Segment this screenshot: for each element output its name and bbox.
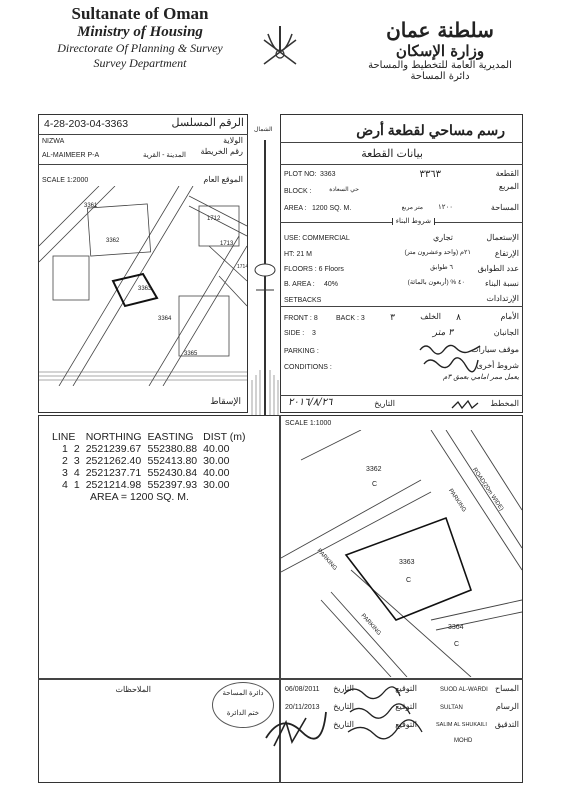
coord-easting: 552380.88 [147,443,198,455]
date-label-top: التاريخ [374,399,395,408]
date-value-top: ٢٠١٦/٨/٢٦ [288,397,333,408]
city-value: AL-MAIMEER P-A [42,152,100,159]
block-value: حي السعادة [329,187,359,193]
coord-northing: 2521237.71 [85,467,142,479]
coord-easting: 552397.93 [147,479,198,491]
doc-title-ar: رسم مساحي لقطعة أرض [356,122,505,138]
scale-2000-label: SCALE 1:2000 [42,177,89,184]
use-ar-label: الإستعمال [486,233,519,242]
floors-ar-label: عدد الطوابق [477,264,519,273]
surveyor-date-label: التاريخ [333,684,354,693]
surveyor-name: SUOD AL-WARDI [440,687,488,693]
back-ar-value: ٣ [390,312,395,322]
area-ar-label: المساحة [490,203,519,212]
plot-3363-small: 3363 [138,286,152,292]
plot-3361: 3361 [84,203,98,209]
projection-label: الإسقاط [210,396,241,406]
coord-row [52,455,249,467]
conditions-ar-note: يعمل ممر امامي بعمق ٣م [443,373,519,381]
header-ar-line1: سلطنة عمان [386,18,494,42]
front-ar-label: الأمام [500,312,519,321]
front-ar-value: ٨ [456,312,461,322]
mohd-label: MOHD [454,738,473,744]
use-ar-value: تجاري [433,233,453,242]
square-label: المربع [498,182,519,191]
header-en-line4: Survey Department [93,56,187,70]
header-ar-line4: دائرة المساحة [410,71,470,82]
col-dist-header: DIST (m) [203,431,246,443]
coord-row [52,467,249,479]
detail-plot-3364-sub: C [454,641,460,648]
handwriting-scribble [418,340,482,374]
checker-role: التدقيق [494,720,519,729]
coord-from: 4 [62,479,68,491]
checker-sign-label: التوقيع [395,720,417,729]
drafter-date-label: التاريخ [333,702,354,711]
setbacks-label: SETBACKS [284,297,322,304]
building-conditions-label: شروط البناء [392,218,435,225]
block-label: BLOCK : [284,188,312,195]
plot-3362: 3362 [106,238,120,244]
area-label: AREA : [284,205,307,212]
stamp-signature [262,692,330,752]
wilayat-value: NIZWA [42,138,65,145]
plot-3365: 3365 [184,351,198,357]
header-ar-line2: وزارة الإسكان [395,42,485,60]
map-no-label: رقم الخريطة [200,147,243,156]
height-label: HT: 21 M [284,251,313,258]
coord-to: 1 [73,479,80,491]
coord-to: 4 [73,467,80,479]
parking-ar-label: موقف سيارات [471,345,519,354]
planner-label: المخطط [490,399,519,408]
barea-ar-value: ٤٠ % (أربعون بالمائة) [407,279,465,286]
use-label: USE: COMMERCIAL [284,235,350,242]
drafter-sign-label: التوقيع [395,702,417,711]
detail-plot-3364: 3364 [448,624,464,631]
conditions-ar-label: شروط أخرى [476,361,519,370]
col-line-header: LINE [52,431,76,443]
header-english [40,4,240,71]
side-ar-value: ٣ متر [432,328,453,338]
detail-plot-3363-sub: C [406,577,412,584]
setbacks-ar-label: الإرتدادات [486,294,519,303]
detail-plot-3362-sub: C [372,481,378,488]
side-ar-label: الجانبان [493,328,519,337]
coord-from: 2 [62,455,68,467]
checker-date-label: التاريخ [333,720,354,729]
height-ar-label: الإرتفاع [494,249,519,258]
plot-1713: 1713 [220,241,234,247]
plot-3364-small: 3364 [158,316,172,322]
checker-name: SALIM AL SHUKAILI [436,722,487,728]
remarks-label: الملاحظات [115,685,151,694]
surveyor-role: المساح [494,684,519,693]
scale-1000-label: SCALE 1:1000 [285,420,332,427]
serial-value: 4-28-203-04-3363 [44,118,129,130]
header-ar-line3: المديرية العامة للتخطيط والمساحة [368,60,512,71]
area-ar-value: ١٢٠٠ [437,204,453,211]
emblem-icon [258,22,302,74]
coord-dist: 40.00 [203,443,230,455]
coord-dist: 30.00 [203,479,230,491]
barea-label: B. AREA : [284,281,315,288]
detail-plot-3362: 3362 [366,466,382,473]
road-label-parking-3: PARKING [359,613,382,637]
coord-header-row [52,431,249,443]
stamp-text-2: ختم الدائرة [226,710,260,717]
drafter-name: SULTAN [440,705,463,711]
coord-northing: 2521214.98 [85,479,142,491]
area-value: 1200 SQ. M. [312,205,352,212]
detail-plot-3363: 3363 [399,559,415,566]
general-location-label: الموقع العام [203,175,243,184]
coord-easting: 552430.84 [147,467,198,479]
coord-to: 2 [73,443,80,455]
planner-signature [450,398,480,412]
road-label-road: ROAD(20m WIDE) [471,467,505,513]
header-en-line1: Sultanate of Oman [71,4,209,23]
coord-row [52,443,249,455]
serial-label: الرقم المسلسل [171,117,244,129]
plot-no-ar-value: ٣٣٦٣ [419,169,441,180]
coord-to: 3 [73,455,80,467]
wilayat-label: الولاية [223,136,243,145]
side-value: 3 [312,330,316,337]
height-ar-value: ٢١م (واحد وعشرون متر) [404,249,471,256]
floors-ar-value: ٦ طوابق [430,264,453,271]
header-en-line3: Directorate Of Planning & Survey [57,41,223,55]
road-label-parking-1: PARKING [447,488,467,514]
area-total: AREA = 1200 SQ. M. [90,491,189,503]
back-label: BACK : 3 [336,315,365,322]
drafter-date: 20/11/2013 [285,704,320,711]
plot-no-label: PLOT NO: [284,171,317,178]
coord-northing: 2521262.40 [85,455,142,467]
plot-no-ar-label: القطعة [495,169,519,178]
stamp-text-1: دائرة المساحة [222,690,264,697]
north-arrow-icon [248,140,282,415]
side-label: SIDE : [284,330,305,337]
back-ar-label: الخلف [420,312,441,321]
drafter-role: الرسام [495,702,519,711]
parking-label: PARKING : [284,348,319,355]
coordinates-table [52,431,249,503]
coord-easting: 552413.80 [147,455,198,467]
conditions-label: CONDITIONS : [284,364,332,371]
area-ar-unit: متر مربع [401,205,423,211]
coord-from: 3 [62,467,68,479]
road-label-parking-2: PARKING [315,548,338,572]
barea-ar-label: نسبة البناء [485,279,519,288]
coord-from: 1 [62,443,68,455]
coord-dist: 40.00 [203,467,230,479]
header-en-line2: Ministry of Housing [77,24,203,40]
surveyor-sign-label: التوقيع [395,684,417,693]
surveyor-date: 06/08/2011 [285,686,320,693]
coord-dist: 30.00 [203,455,230,467]
plot-data-title: بيانات القطعة [361,148,423,160]
coord-northing: 2521239.67 [85,443,142,455]
plot-1712: 1712 [207,216,221,222]
coord-row [52,479,249,491]
col-easting-header: EASTING [147,431,194,443]
floors-label: FLOORS : 6 Floors [284,266,344,273]
front-label: FRONT : 8 [284,315,318,322]
plot-no-value: 3363 [320,171,336,178]
signatures-scribble [340,682,430,742]
header-arabic [340,18,540,82]
city-label: المدينة - القرية [142,152,186,159]
col-northing-header: NORTHING [85,431,142,443]
plot-1714: 1714 [237,264,249,270]
barea-value: 40% [324,281,339,288]
north-label: الشمال [254,127,273,133]
